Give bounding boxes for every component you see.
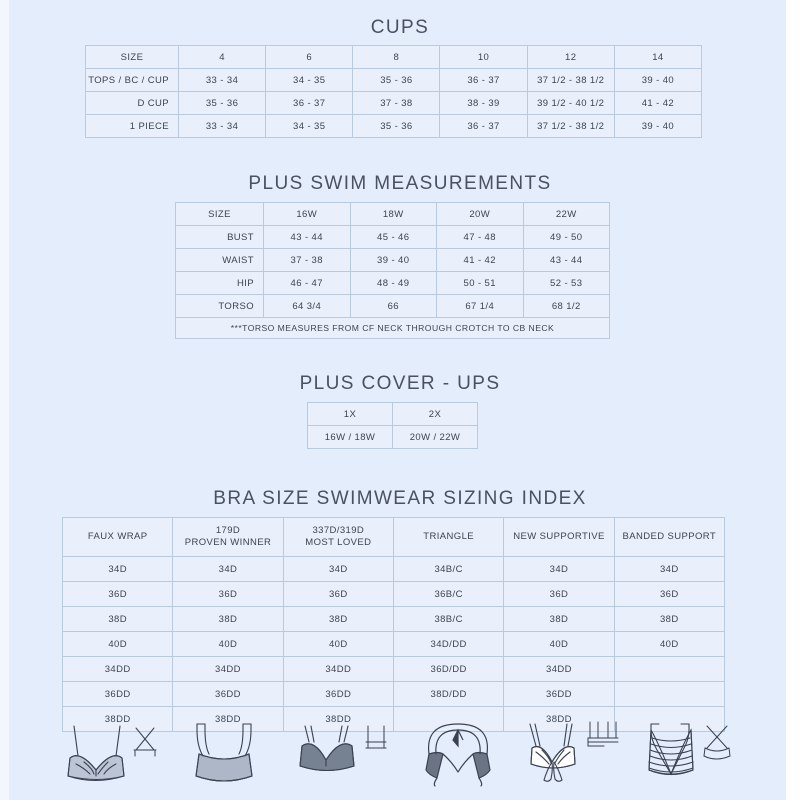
plus-swim-table-wrapper <box>175 202 610 339</box>
table-cell: 34D <box>504 557 614 582</box>
bra-index-title: BRA SIZE SWIMWEAR SIZING INDEX <box>213 488 587 509</box>
table-row <box>176 295 610 318</box>
table-cell: 50 - 51 <box>437 272 524 295</box>
table-cell: 34D <box>63 557 173 582</box>
table-cell: 34B/C <box>393 557 503 582</box>
table-cell: 36D <box>283 582 393 607</box>
column-header: 12 <box>527 46 614 69</box>
table-cell: 47 - 48 <box>437 226 524 249</box>
triangle-bra-svg <box>403 712 513 792</box>
table-cell: 40D <box>63 632 173 657</box>
column-header: 2X <box>393 403 478 426</box>
plus-cover-ups-table-wrapper <box>307 402 478 449</box>
table-header-row <box>308 403 478 426</box>
table-cell: 40D <box>504 632 614 657</box>
column-header: 14 <box>614 46 701 69</box>
column-header: SIZE <box>86 46 179 69</box>
banded-support-bra-illustration <box>630 706 745 792</box>
table-cell: 38D/DD <box>393 682 503 707</box>
table-cell: 34 - 35 <box>266 69 353 92</box>
table-cell: 37 1/2 - 38 1/2 <box>527 69 614 92</box>
torso-note: ***TORSO MEASURES FROM CF NECK THROUGH CROTCH TO CB NECK <box>176 318 610 339</box>
column-header: 20W <box>437 203 524 226</box>
column-header-line1: 337D/319D <box>312 525 365 537</box>
column-header-line1: BANDED SUPPORT <box>622 531 717 543</box>
column-header: 1X <box>308 403 393 426</box>
table-cell: 34DD <box>173 657 283 682</box>
table-row <box>63 582 725 607</box>
bra-index-table <box>62 517 725 732</box>
table-cell: 16W / 18W <box>308 426 393 449</box>
table-cell: 37 - 38 <box>264 249 351 272</box>
table-cell: 37 - 38 <box>353 92 440 115</box>
row-header: D CUP <box>86 92 179 115</box>
table-row <box>63 682 725 707</box>
table-row <box>86 69 702 92</box>
column-header: 22W <box>523 203 610 226</box>
proven-winner-bra-svg <box>173 712 283 792</box>
table-cell: 34D/DD <box>393 632 503 657</box>
table-row <box>63 607 725 632</box>
column-header-triangle <box>393 518 503 557</box>
banded-support-bra-svg <box>633 712 743 792</box>
table-cell: 36B/C <box>393 582 503 607</box>
plus-cover-ups-table <box>307 402 478 449</box>
table-cell: 36DD <box>283 682 393 707</box>
column-header-faux-wrap <box>63 518 173 557</box>
row-header: TORSO <box>176 295 264 318</box>
table-cell: 36D <box>63 582 173 607</box>
bra-index-table-wrapper <box>62 517 725 732</box>
table-row <box>176 226 610 249</box>
row-header: TOPS / BC / CUP <box>86 69 179 92</box>
table-header-row <box>63 518 725 557</box>
table-cell: 35 - 36 <box>353 69 440 92</box>
column-header: 10 <box>440 46 527 69</box>
table-cell: 34D <box>614 557 724 582</box>
column-header-337d-319d <box>283 518 393 557</box>
table-cell: 38DD <box>63 707 173 732</box>
table-header-row <box>86 46 702 69</box>
table-cell: 33 - 34 <box>179 115 266 138</box>
column-header-new-supportive <box>504 518 614 557</box>
table-cell: 38DD <box>504 707 614 732</box>
table-cell: 36 - 37 <box>440 69 527 92</box>
column-header-banded-support <box>614 518 724 557</box>
column-header: 16W <box>264 203 351 226</box>
column-header: SIZE <box>176 203 264 226</box>
table-cell: 67 1/4 <box>437 295 524 318</box>
table-cell: 66 <box>350 295 437 318</box>
table-row <box>63 657 725 682</box>
column-header: 18W <box>350 203 437 226</box>
table-cell: 38D <box>173 607 283 632</box>
table-cell: 43 - 44 <box>264 226 351 249</box>
table-cell: 45 - 46 <box>350 226 437 249</box>
table-cell: 39 1/2 - 40 1/2 <box>527 92 614 115</box>
table-cell <box>614 682 724 707</box>
proven-winner-bra-illustration <box>170 706 285 792</box>
table-cell: 40D <box>283 632 393 657</box>
column-header-line2: MOST LOVED <box>305 537 372 548</box>
table-row <box>63 557 725 582</box>
table-cell: 36DD <box>173 682 283 707</box>
table-cell: 34D <box>283 557 393 582</box>
table-cell: 43 - 44 <box>523 249 610 272</box>
column-header-line2: PROVEN WINNER <box>184 537 272 548</box>
row-header: HIP <box>176 272 264 295</box>
column-header: 6 <box>266 46 353 69</box>
table-row <box>86 115 702 138</box>
table-cell: 64 3/4 <box>264 295 351 318</box>
new-supportive-bra-illustration <box>515 706 630 792</box>
table-row <box>86 92 702 115</box>
plus-swim-table <box>175 202 610 339</box>
table-header-row <box>176 203 610 226</box>
triangle-bra-illustration <box>400 706 515 792</box>
table-cell: 38D <box>504 607 614 632</box>
faux-wrap-bra-illustration <box>55 706 170 792</box>
cups-title: CUPS <box>370 17 430 38</box>
new-supportive-bra-svg <box>518 712 628 792</box>
column-header: 4 <box>179 46 266 69</box>
table-cell: 68 1/2 <box>523 295 610 318</box>
cups-table-wrapper <box>85 45 702 138</box>
table-cell: 41 - 42 <box>437 249 524 272</box>
table-cell: 46 - 47 <box>264 272 351 295</box>
table-cell: 35 - 36 <box>179 92 266 115</box>
table-cell: 38D <box>614 607 724 632</box>
plus-cover-ups-title: PLUS COVER - UPS <box>299 373 501 394</box>
table-cell: 38DD <box>283 707 393 732</box>
table-row <box>176 272 610 295</box>
table-cell: 38B/C <box>393 607 503 632</box>
table-cell: 38 - 39 <box>440 92 527 115</box>
table-cell: 36D/DD <box>393 657 503 682</box>
column-header-179d <box>173 518 283 557</box>
table-row <box>176 249 610 272</box>
table-cell: 39 - 40 <box>614 69 701 92</box>
faux-wrap-bra-svg <box>58 712 168 792</box>
row-header: WAIST <box>176 249 264 272</box>
table-row <box>308 426 478 449</box>
table-footnote-row <box>176 318 610 339</box>
row-header: BUST <box>176 226 264 249</box>
table-cell: 39 - 40 <box>614 115 701 138</box>
column-header: 8 <box>353 46 440 69</box>
most-loved-bra-svg <box>288 712 398 792</box>
table-cell: 36DD <box>504 682 614 707</box>
table-cell: 37 1/2 - 38 1/2 <box>527 115 614 138</box>
column-header-line1: NEW SUPPORTIVE <box>513 531 605 543</box>
table-cell: 34 - 35 <box>266 115 353 138</box>
column-header-line1: TRIANGLE <box>423 531 474 543</box>
table-cell: 36 - 37 <box>440 115 527 138</box>
plus-swim-title: PLUS SWIM MEASUREMENTS <box>248 173 552 194</box>
table-cell: 41 - 42 <box>614 92 701 115</box>
table-cell: 34D <box>173 557 283 582</box>
table-cell: 52 - 53 <box>523 272 610 295</box>
table-row <box>63 632 725 657</box>
table-cell: 34DD <box>504 657 614 682</box>
cups-table <box>85 45 702 138</box>
table-cell: 40D <box>614 632 724 657</box>
table-cell: 36D <box>173 582 283 607</box>
table-cell: 38DD <box>173 707 283 732</box>
table-cell: 20W / 22W <box>393 426 478 449</box>
table-cell: 40D <box>173 632 283 657</box>
table-cell: 38D <box>63 607 173 632</box>
column-header-line1: FAUX WRAP <box>87 531 148 543</box>
table-cell: 35 - 36 <box>353 115 440 138</box>
most-loved-bra-illustration <box>285 706 400 792</box>
page-right-edge <box>786 0 800 800</box>
table-cell: 34DD <box>63 657 173 682</box>
row-header: 1 PIECE <box>86 115 179 138</box>
table-cell: 38D <box>283 607 393 632</box>
table-cell: 36DD <box>63 682 173 707</box>
table-cell <box>614 657 724 682</box>
table-cell: 36 - 37 <box>266 92 353 115</box>
table-cell: 48 - 49 <box>350 272 437 295</box>
column-header-line1: 179D <box>215 525 241 537</box>
page-left-edge <box>0 0 9 800</box>
table-cell: 36D <box>504 582 614 607</box>
table-cell: 39 - 40 <box>350 249 437 272</box>
table-cell: 33 - 34 <box>179 69 266 92</box>
table-cell: 36D <box>614 582 724 607</box>
bra-style-illustrations <box>55 706 745 792</box>
table-cell: 49 - 50 <box>523 226 610 249</box>
table-cell: 34DD <box>283 657 393 682</box>
